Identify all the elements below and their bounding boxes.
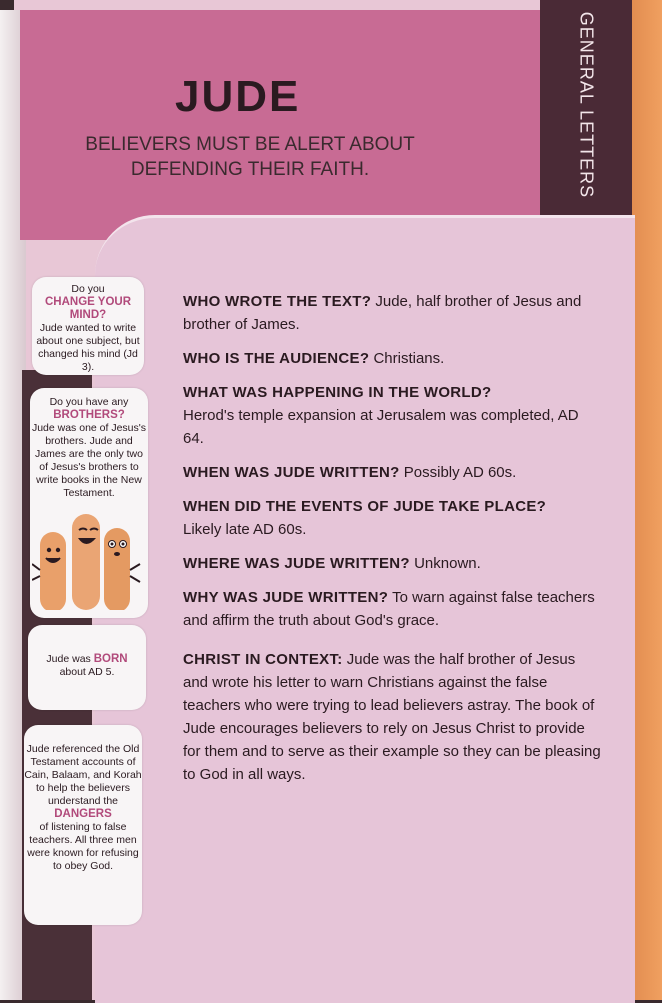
page-title: JUDE xyxy=(175,72,301,121)
fact-location: WHERE WAS JUDE WRITTEN? Unknown. xyxy=(183,555,481,572)
fact-christ-in-context: CHRIST IN CONTEXT: Jude was the half brother of Jesus and wrote his letter to warn Christians against the false teachers who were trying to lead believers astray. The book of Jude encourages believers to rely on Jesus Christ to provide for them and to serve as their example so they can be pleasing to God in all ways. xyxy=(183,651,601,783)
book-facts xyxy=(183,290,603,797)
page-subtitle: BELIEVERS MUST BE ALERT ABOUT DEFENDING THEIR FAITH. xyxy=(85,134,415,180)
fact-purpose: WHY WAS JUDE WRITTEN? To warn against false teachers and affirm the truth about God's grace. xyxy=(183,589,595,629)
header-band xyxy=(20,10,540,240)
fact-author: WHO WROTE THE TEXT? Jude, half brother of Jesus and brother of James. xyxy=(183,293,582,333)
fact-events-date: WHEN DID THE EVENTS OF JUDE TAKE PLACE? Likely late AD 60s. xyxy=(183,498,547,538)
sidebar-box-brothers: Do you have any BROTHERS? Jude was one of Jesus's brothers. Jude and James are the only two of Jesus's brothers to write books in the New Testament. xyxy=(30,388,148,618)
fact-audience: WHO IS THE AUDIENCE? Christians. xyxy=(183,350,445,367)
spine-label: GENERAL LETTERS xyxy=(576,11,597,199)
fact-world-events: WHAT WAS HAPPENING IN THE WORLD? Herod's temple expansion at Jerusalem was completed, AD 64. xyxy=(183,384,579,447)
sidebar-box-change-mind: Do you CHANGE YOUR MIND? Jude wanted to write about one subject, but changed his mind (Jd 3). xyxy=(32,277,144,375)
finger-puppets-illustration xyxy=(32,510,142,610)
sidebar-box-born: Jude was BORN about AD 5. xyxy=(28,625,146,710)
fact-date-written: WHEN WAS JUDE WRITTEN? Possibly AD 60s. xyxy=(183,464,517,481)
sidebar-box-dangers: Jude referenced the Old Testament accounts of Cain, Balaam, and Korah to help the believers understand the DANGERS of listening to false teachers. All three men were known for refusing to obey God. xyxy=(24,725,142,925)
